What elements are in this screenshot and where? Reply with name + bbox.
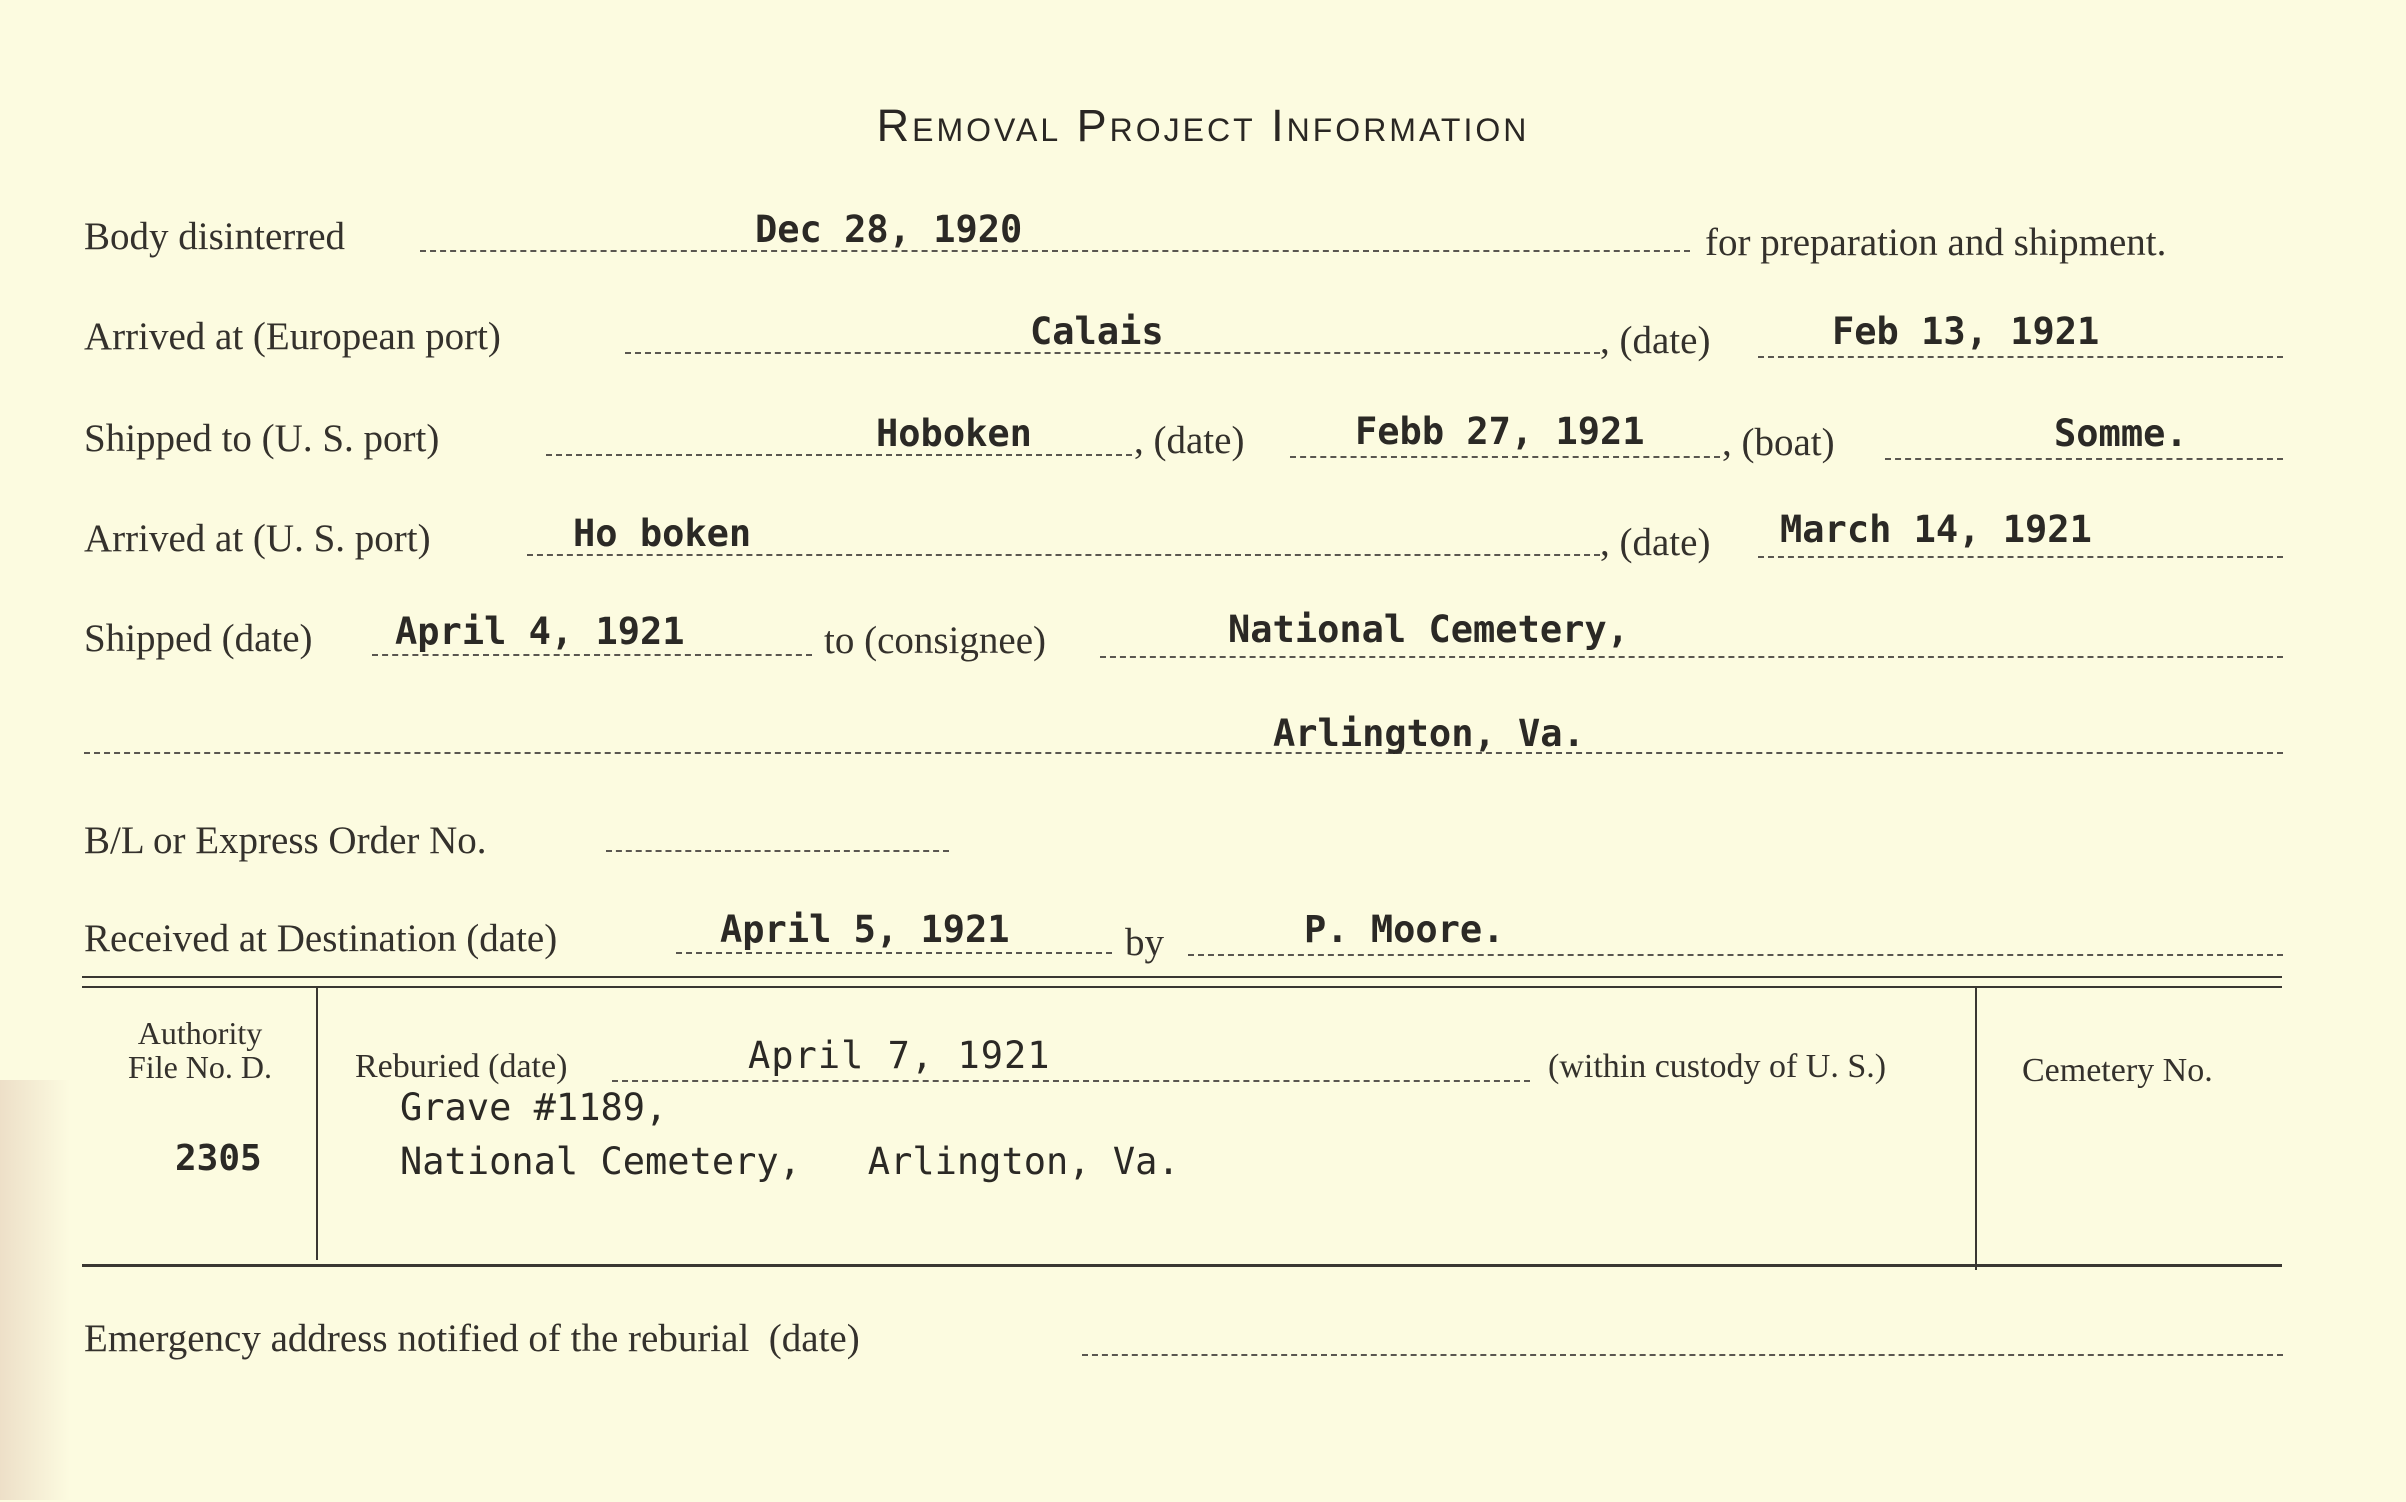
shipped-us-date-label: , (date): [1134, 419, 1245, 462]
received-by-label: by: [1125, 921, 1164, 964]
section-rule-bottom: [82, 986, 2282, 988]
reburied-label: Reburied (date): [355, 1048, 568, 1085]
disinterred-suffix: for preparation and shipment.: [1705, 221, 2167, 264]
column-divider-right: [1975, 988, 1977, 1270]
custody-note: (within custody of U. S.): [1548, 1048, 1887, 1085]
bl-order-label: B/L or Express Order No.: [84, 819, 487, 862]
disinterred-value: Dec 28, 1920: [755, 208, 1023, 251]
arrived-us-label: Arrived at (U. S. port): [84, 517, 431, 560]
form-title: Removal Project Information: [876, 100, 1530, 151]
reburied-value: April 7, 1921: [748, 1034, 1051, 1077]
received-by-line: [1188, 954, 2283, 956]
emergency-line: [1082, 1354, 2283, 1356]
shipped-us-boat-value: Somme.: [2054, 412, 2188, 455]
shipped-us-label: Shipped to (U. S. port): [84, 417, 440, 460]
arrived-european-value: Calais: [1030, 310, 1164, 353]
arrived-european-label: Arrived at (European port): [84, 315, 501, 358]
received-label: Received at Destination (date): [84, 917, 558, 960]
received-line: [676, 952, 1112, 954]
disinterred-line: [420, 250, 1690, 252]
column-divider-left: [316, 988, 318, 1260]
reburied-line: [612, 1080, 1530, 1082]
authority-label-line2: File No. D.: [128, 1049, 272, 1085]
cemetery-no-label: Cemetery No.: [2022, 1052, 2213, 1089]
consignee-line: [1100, 656, 2283, 658]
bl-order-line: [606, 850, 949, 852]
consignee-label: to (consignee): [824, 619, 1047, 662]
paper-stain: [0, 1080, 70, 1500]
section-rule-top: [82, 976, 2282, 978]
shipped-us-date-value: Febb 27, 1921: [1355, 410, 1645, 453]
arrived-us-date-label: , (date): [1600, 521, 1711, 564]
arrived-us-date-value: March 14, 1921: [1780, 508, 2092, 551]
arrived-european-date-label: , (date): [1600, 319, 1711, 362]
arrived-us-date-line: [1758, 556, 2283, 558]
disinterred-label: Body disinterred: [84, 215, 346, 258]
authority-label-line1: Authority: [137, 1015, 263, 1051]
section-rule-lower: [82, 1264, 2282, 1267]
consignee-value-line2: Arlington, Va.: [1273, 712, 1585, 755]
received-value: April 5, 1921: [720, 908, 1010, 951]
shipped-date-line: [372, 654, 812, 656]
file-number: 2305: [175, 1138, 262, 1179]
shipped-us-value: Hoboken: [876, 412, 1032, 455]
grave-line: Grave #1189,: [400, 1086, 668, 1129]
shipped-date-label: Shipped (date): [84, 617, 313, 660]
shipped-us-boat-line: [1885, 458, 2283, 460]
arrived-european-date-value: Feb 13, 1921: [1832, 310, 2100, 353]
location-line: National Cemetery, Arlington, Va.: [400, 1140, 1180, 1183]
emergency-label: Emergency address notified of the reburial (date): [84, 1317, 860, 1360]
authority-label: [100, 1016, 300, 1084]
shipped-us-date-line: [1290, 456, 1720, 458]
shipped-us-line: [546, 454, 1132, 456]
consignee-line-2: [84, 752, 2283, 754]
consignee-value: National Cemetery,: [1228, 608, 1629, 651]
received-by-value: P. Moore.: [1304, 908, 1505, 951]
shipped-date-value: April 4, 1921: [395, 610, 685, 653]
arrived-us-value: Ho boken: [573, 512, 752, 555]
arrived-european-date-line: [1758, 356, 2283, 358]
shipped-us-boat-label: , (boat): [1722, 421, 1835, 464]
